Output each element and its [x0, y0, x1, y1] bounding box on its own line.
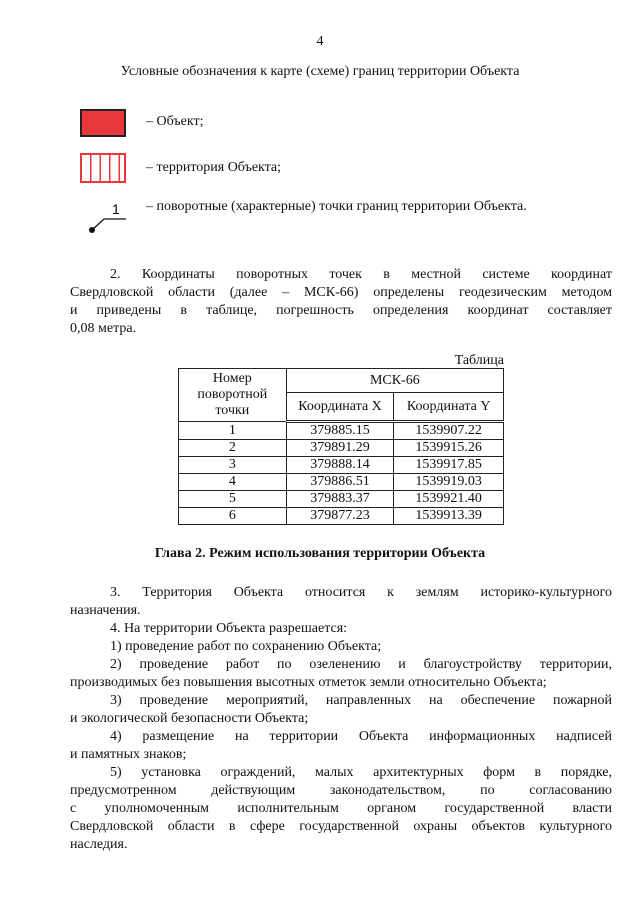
header-coordinate-system: МСК-66: [286, 369, 503, 393]
table-cell-y: 1539915.26: [394, 440, 504, 457]
body-line: производимых без повышения высотных отметок земли относительно Объекта;: [70, 675, 547, 690]
table-cell-n: 2: [179, 440, 287, 457]
table-row: [179, 422, 504, 440]
legend-label-object: – Объект;: [146, 114, 204, 129]
turning-point-label: 1: [112, 201, 120, 217]
table-cell-n: 3: [179, 457, 287, 474]
table-row: [179, 440, 504, 457]
table-caption: Таблица: [454, 353, 504, 368]
table-cell-x: 379883.37: [286, 491, 394, 508]
body-line: 3) проведение мероприятий, направленных на обеспечение пожарной: [110, 693, 612, 708]
body-line: 5) установка ограждений, малых архитектурных форм в порядке,: [110, 765, 612, 780]
chapter-body: [70, 584, 612, 854]
body-line: и экологической безопасности Объекта;: [70, 711, 309, 726]
body-line: 4. На территории Объекта разрешается:: [110, 621, 348, 636]
table-row: [179, 491, 504, 508]
table-cell-y: 1539917.85: [394, 457, 504, 474]
body-line: назначения.: [70, 603, 141, 618]
table-cell-y: 1539907.22: [394, 422, 504, 440]
page-number: 4: [316, 34, 324, 49]
paragraph-line: 2. Координаты поворотных точек в местной системе координат: [110, 267, 612, 282]
territory-symbol: [80, 153, 126, 183]
body-line: и памятных знаков;: [70, 747, 187, 762]
paragraph-2: [70, 266, 612, 338]
table-cell-x: 379885.15: [286, 422, 394, 440]
table-cell-n: 5: [179, 491, 287, 508]
table-cell-y: 1539919.03: [394, 474, 504, 491]
table-cell-x: 379891.29: [286, 440, 394, 457]
body-line: 4) размещение на территории Объекта информационных надписей: [110, 729, 612, 744]
body-line: 2) проведение работ по озеленению и благоустройству территории,: [110, 657, 612, 672]
body-line: предусмотренном действующим законодательством, по согласованию: [70, 783, 612, 798]
header-y: Координата Y: [394, 393, 504, 422]
paragraph-line: Свердловской области (далее – МСК-66) определены геодезическим методом: [70, 285, 612, 300]
legend-title: Условные обозначения к карте (схеме) границ территории Объекта: [120, 64, 520, 79]
body-line: 1) проведение работ по сохранению Объекта;: [110, 639, 382, 654]
header-point-number: Номер поворотной точки: [179, 369, 287, 422]
header-x: Координата X: [286, 393, 394, 422]
table-cell-y: 1539913.39: [394, 508, 504, 525]
table-row: [179, 457, 504, 474]
body-line: наследия.: [70, 837, 128, 852]
table-cell-n: 6: [179, 508, 287, 525]
paragraph-line: и приведены в таблице, погрешность определения координат составляет: [70, 303, 612, 318]
table-row: [179, 474, 504, 491]
paragraph-line: 0,08 метра.: [70, 321, 137, 336]
legend-label-territory: – территория Объекта;: [146, 160, 282, 175]
table-row: [179, 508, 504, 525]
chapter-title: Глава 2. Режим использования территории Объекта: [154, 546, 486, 561]
coordinates-table: [178, 368, 504, 525]
body-line: с уполномоченным исполнительным органом государственной власти: [70, 801, 612, 816]
body-line: Свердловской области в сфере государственной охраны объектов культурного: [70, 819, 612, 834]
turning-point-symbol: [88, 197, 132, 237]
body-line: 3. Территория Объекта относится к землям историко-культурного: [110, 585, 612, 600]
legend-label-turning-point: – поворотные (характерные) точки границ территории Объекта.: [146, 199, 527, 214]
object-symbol: [80, 109, 126, 137]
table-cell-y: 1539921.40: [394, 491, 504, 508]
table-cell-x: 379888.14: [286, 457, 394, 474]
table-cell-x: 379877.23: [286, 508, 394, 525]
table-cell-n: 4: [179, 474, 287, 491]
table-cell-n: 1: [179, 422, 287, 440]
table-cell-x: 379886.51: [286, 474, 394, 491]
